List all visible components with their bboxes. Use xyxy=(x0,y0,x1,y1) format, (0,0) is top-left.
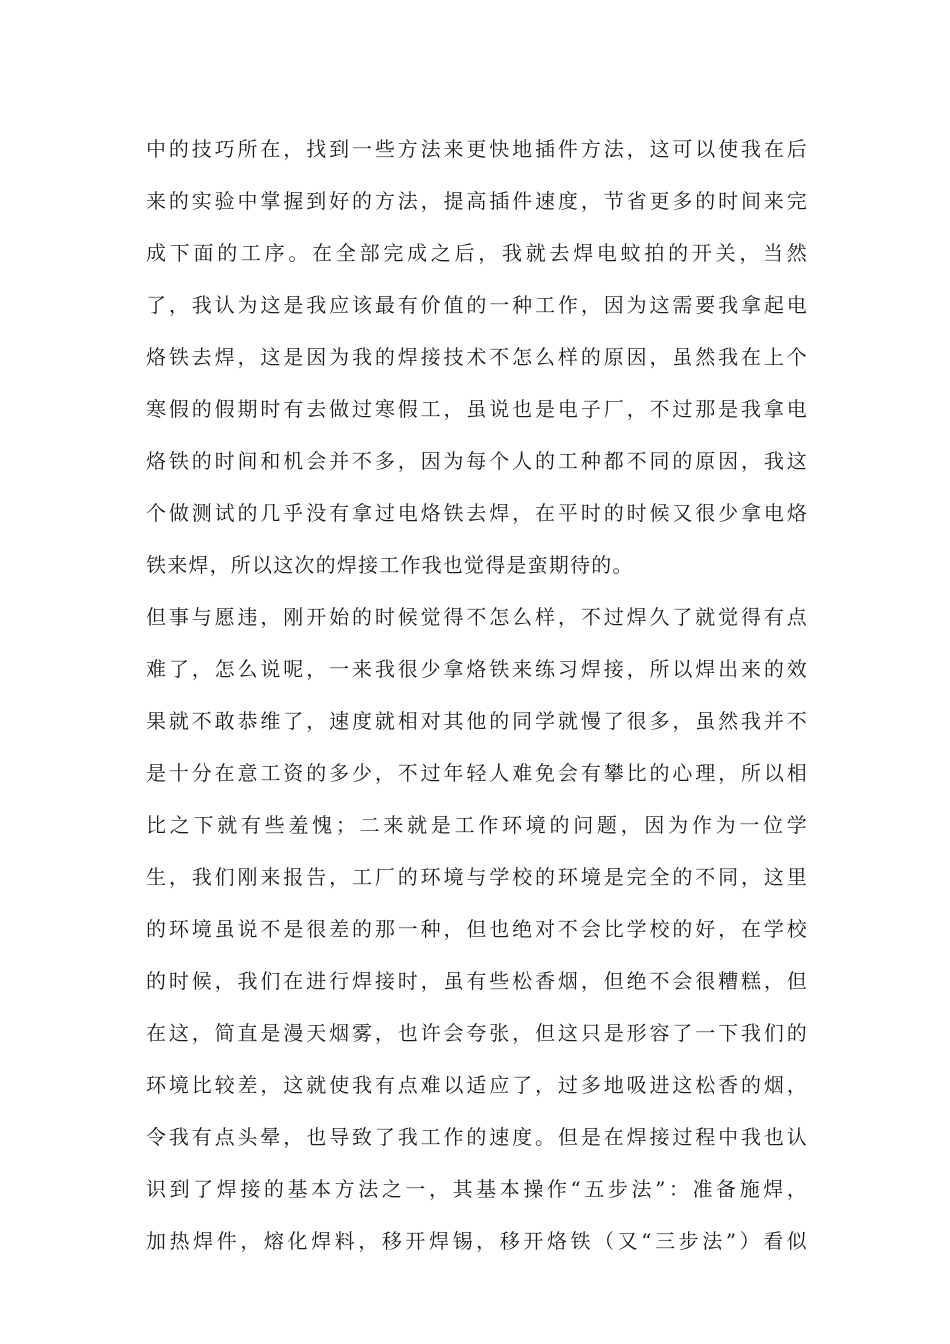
text-line: 个做测试的几乎没有拿过电烙铁去焊，在平时的时候又很少拿电烙 xyxy=(146,501,808,525)
text-line: 成下面的工序。在全部完成之后，我就去焊电蚊拍的开关，当然 xyxy=(146,241,808,265)
text-line: 了，我认为这是我应该最有价值的一种工作，因为这需要我拿起电 xyxy=(146,293,808,317)
text-line: 环境比较差，这就使我有点难以适应了，过多地吸进这松香的烟， xyxy=(146,1073,808,1097)
text-line: 寒假的假期时有去做过寒假工，虽说也是电子厂，不过那是我拿电 xyxy=(146,397,808,421)
text-line: 比之下就有些羞愧；二来就是工作环境的问题，因为作为一位学 xyxy=(146,813,808,837)
text-line: 生，我们刚来报告，工厂的环境与学校的环境是完全的不同，这里 xyxy=(146,865,808,889)
text-line: 果就不敢恭维了，速度就相对其他的同学就慢了很多，虽然我并不 xyxy=(146,709,808,733)
text-line: 烙铁去焊，这是因为我的焊接技术不怎么样的原因，虽然我在上个 xyxy=(146,345,808,369)
text-line: 烙铁的时间和机会并不多，因为每个人的工种都不同的原因，我这 xyxy=(146,449,808,473)
text-line: 识到了焊接的基本方法之一，其基本操作“五步法”：准备施焊， xyxy=(146,1177,808,1201)
text-line: 的环境虽说不是很差的那一种，但也绝对不会比学校的好，在学校 xyxy=(146,917,808,941)
text-line: 的时候，我们在进行焊接时，虽有些松香烟，但绝不会很糟糕，但 xyxy=(146,969,808,993)
text-line: 来的实验中掌握到好的方法，提高插件速度，节省更多的时间来完 xyxy=(146,189,808,213)
text-line: 是十分在意工资的多少，不过年轻人难免会有攀比的心理，所以相 xyxy=(146,761,808,785)
text-line: 难了，怎么说呢，一来我很少拿烙铁来练习焊接，所以焊出来的效 xyxy=(146,657,808,681)
text-line: 中的技巧所在，找到一些方法来更快地插件方法，这可以使我在后 xyxy=(146,137,808,161)
text-line: 在这，简直是漫天烟雾，也许会夸张，但这只是形容了一下我们的 xyxy=(146,1021,808,1045)
text-line: 但事与愿违，刚开始的时候觉得不怎么样，不过焊久了就觉得有点 xyxy=(146,605,808,629)
text-line: 令我有点头晕，也导致了我工作的速度。但是在焊接过程中我也认 xyxy=(146,1125,808,1149)
text-line: 加热焊件，熔化焊料，移开焊锡，移开烙铁（又“三步法”）看似 xyxy=(146,1229,808,1253)
text-line: 铁来焊，所以这次的焊接工作我也觉得是蛮期待的。 xyxy=(146,553,634,577)
